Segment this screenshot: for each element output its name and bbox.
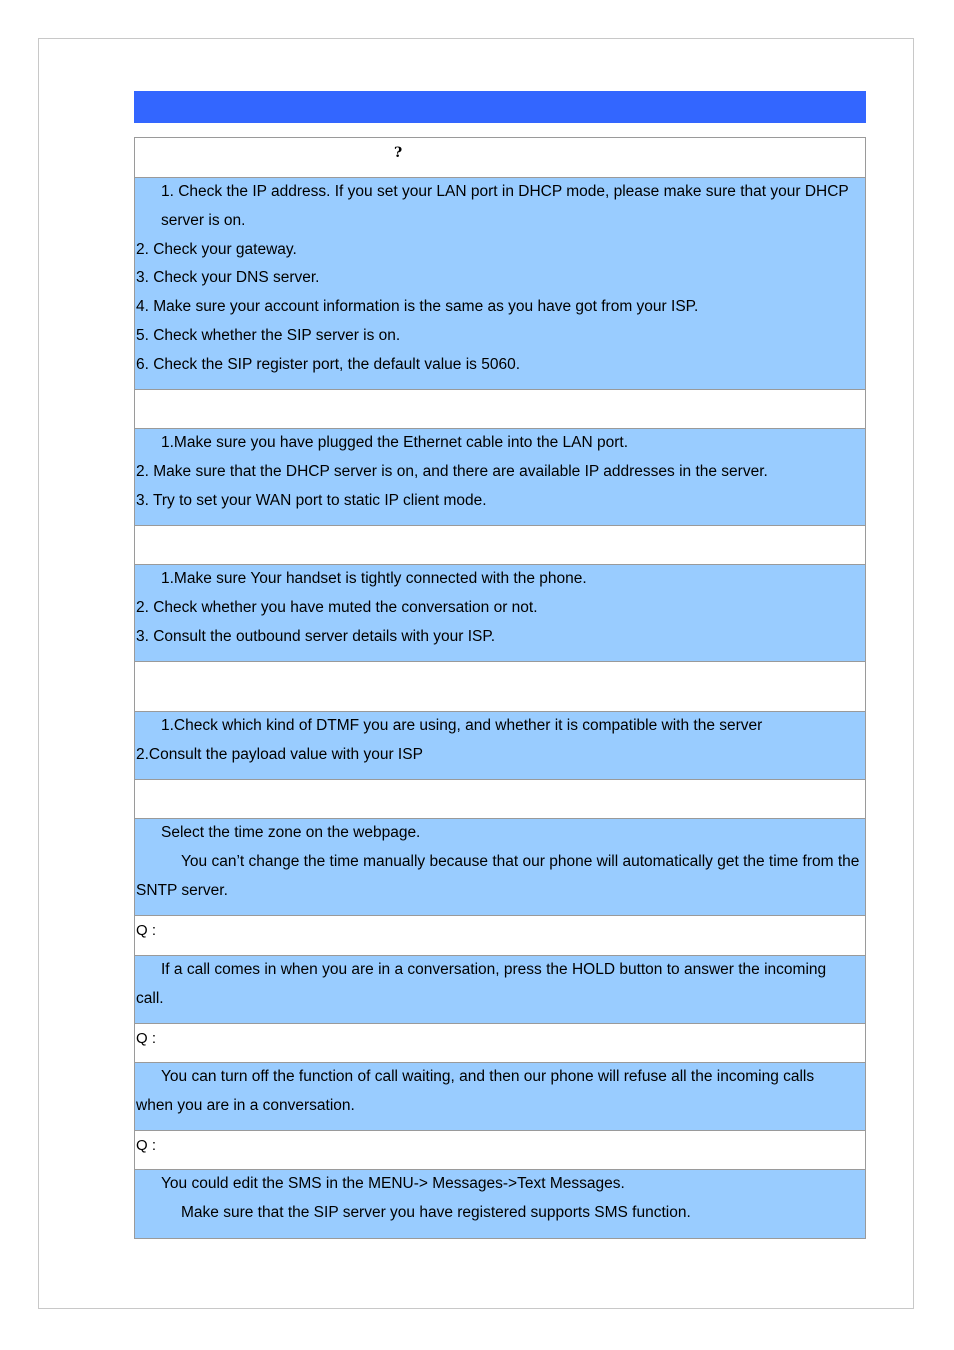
- faq-question-1: [135, 138, 865, 178]
- question-text: Q :: [136, 1137, 157, 1154]
- faq-question-7: [135, 1024, 865, 1063]
- answer-line: [136, 1063, 865, 1121]
- section-header-bar: [134, 91, 866, 123]
- question-text: ?: [394, 145, 403, 161]
- answer-line: 1.Make sure Your handset is tightly connected with the phone.: [161, 570, 587, 587]
- answer-line: 2. Make sure that the DHCP server is on, and there are available IP addresses in the server.: [136, 462, 768, 480]
- faq-answer-5: [135, 819, 865, 916]
- answer-line: Select the time zone on the webpage.: [161, 824, 421, 841]
- faq-question-4: [135, 662, 865, 712]
- answer-line: 3. Check your DNS server.: [136, 269, 320, 287]
- answer-line: 2. Check your gateway.: [136, 240, 297, 258]
- faq-question-5: [135, 780, 865, 819]
- answer-line: 2. Check whether you have muted the conversation or not.: [136, 598, 538, 616]
- faq-answer-4: [135, 712, 865, 780]
- answer-line: [136, 848, 865, 906]
- faq-answer-7: [135, 1063, 865, 1131]
- answer-line: 3. Try to set your WAN port to static IP client mode.: [136, 491, 487, 509]
- answer-line: 1.Check which kind of DTMF you are using, and whether it is compatible with the server: [161, 717, 763, 734]
- faq-answer-2: [135, 429, 865, 526]
- answer-line: 2.Consult the payload value with your ISP: [136, 745, 423, 763]
- question-text: Q :: [136, 922, 157, 939]
- faq-answer-6: [135, 956, 865, 1024]
- faq-question-8: [135, 1131, 865, 1170]
- faq-question-6: [135, 916, 865, 956]
- answer-line: 1. Check the IP address. If you set your LAN port in DHCP mode, please make sure that your DHCP server is on.: [161, 183, 849, 229]
- answer-line: 3. Consult the outbound server details with your ISP.: [136, 627, 496, 645]
- faq-answer-3: [135, 565, 865, 662]
- answer-line: Make sure that the SIP server you have registered supports SMS function.: [181, 1203, 691, 1221]
- faq-question-3: [135, 526, 865, 565]
- answer-line: You could edit the SMS in the MENU-> Messages->Text Messages.: [161, 1175, 625, 1192]
- faq-answer-8: [135, 1170, 865, 1238]
- answer-line: 6. Check the SIP register port, the default value is 5060.: [136, 355, 520, 373]
- answer-text: If a call comes in when you are in a conversation, press the HOLD button to answer the incoming call.: [136, 961, 827, 1007]
- answer-line: [136, 956, 865, 1014]
- answer-line: 4. Make sure your account information is the same as you have got from your ISP.: [136, 298, 699, 316]
- answer-line: 5. Check whether the SIP server is on.: [136, 326, 401, 344]
- faq-question-2: [135, 390, 865, 429]
- answer-line: 1.Make sure you have plugged the Ethernet cable into the LAN port.: [161, 434, 629, 451]
- answer-text: You can’t change the time manually because that our phone will automatically get the time from the SNTP server.: [136, 852, 860, 899]
- faq-table: [134, 137, 866, 1239]
- faq-answer-1: [135, 178, 865, 390]
- answer-text: You can turn off the function of call waiting, and then our phone will refuse all the incoming calls when you are in a conversation.: [136, 1068, 815, 1114]
- question-text: Q :: [136, 1030, 157, 1047]
